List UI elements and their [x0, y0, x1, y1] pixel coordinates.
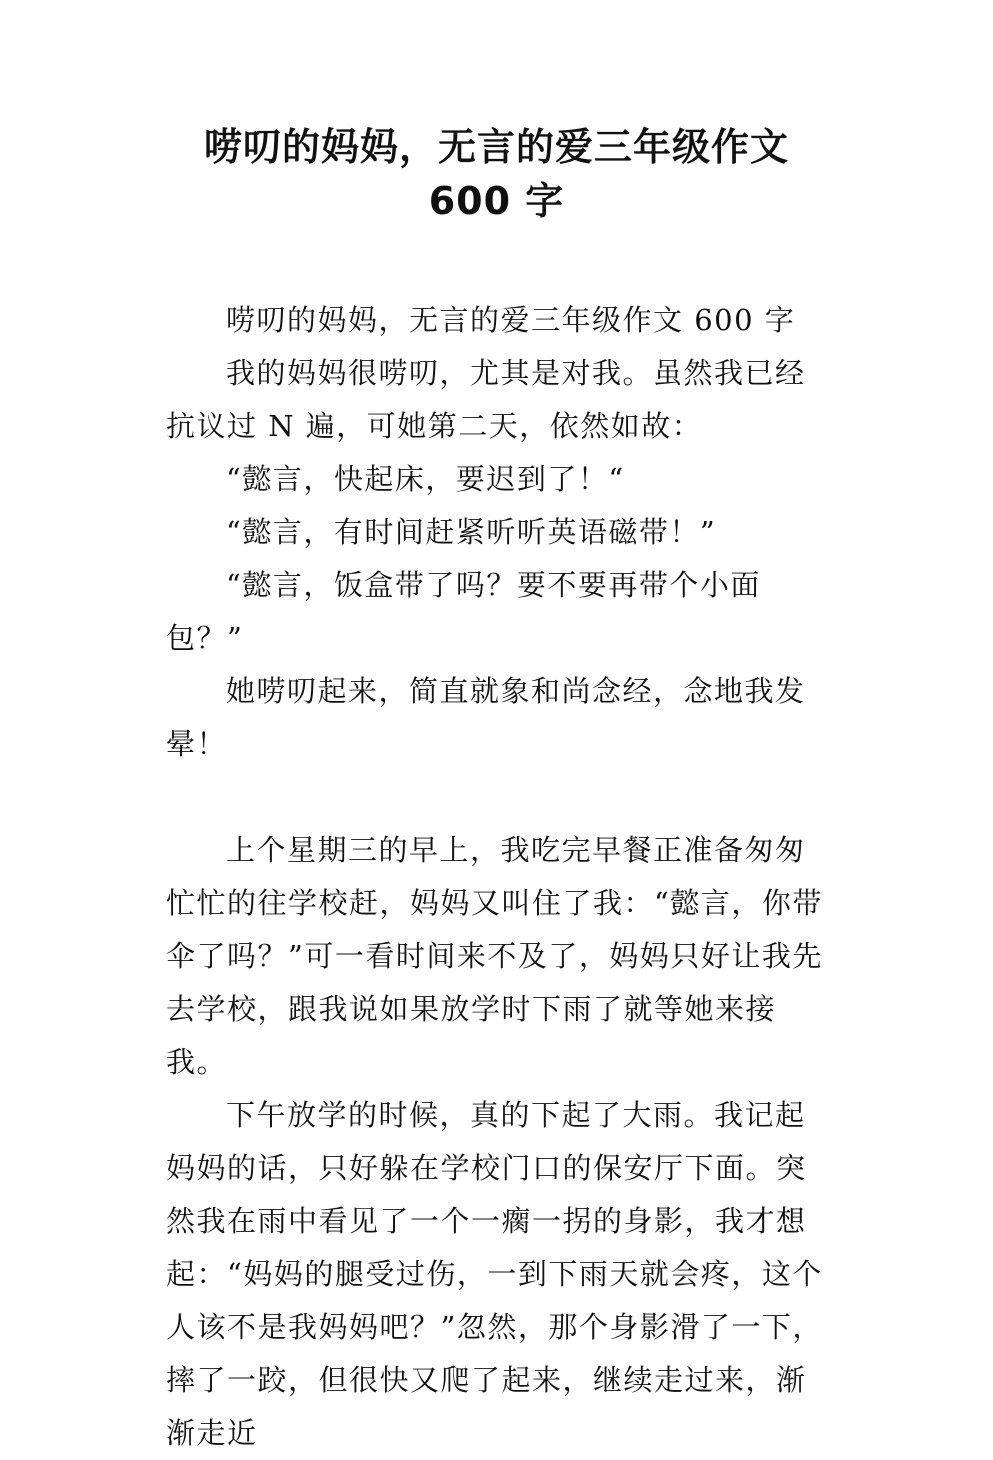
title-line-1: 唠叨的妈妈，无言的爱三年级作文 [203, 125, 789, 169]
title-line-2: 600 字 [428, 179, 565, 223]
paragraph-quote: “懿言，饭盒带了吗？要不要再带个小面包？” [166, 568, 761, 655]
paragraph-quote: “懿言，有时间赶紧听听英语磁带！” [226, 515, 717, 549]
document-body [166, 294, 828, 1460]
paragraph-heading: 唠叨的妈妈，无言的爱三年级作文 600 字 [226, 303, 796, 337]
paragraph: 下午放学的时候，真的下起了大雨。我记起妈妈的话，只好躲在学校门口的保安厅下面。突然我在雨中看见了一个一瘸一拐的身影，我才想起：“妈妈的腿受过伤，一到下雨天就会疼，这个人该不是我妈妈吧？”忽然，那个身影滑了一下，摔了一跤，但很快又爬了起来，继续走过来，渐渐走近 [166, 1098, 823, 1450]
paragraph-quote: “懿言，快起床，要迟到了！“ [226, 462, 625, 496]
paragraph: 她唠叨起来，简直就象和尚念经，念地我发晕！ [166, 674, 806, 761]
document-title [0, 120, 993, 228]
paragraph: 上个星期三的早上，我吃完早餐正准备匆匆忙忙的往学校赶，妈妈又叫住了我：“懿言，你带伞了吗？”可一看时间来不及了，妈妈只好让我先去学校，跟我说如果放学时下雨了就等她来接我。 [166, 833, 823, 1079]
paragraph: 我的妈妈很唠叨，尤其是对我。虽然我已经抗议过 N 遍，可她第二天，依然如故： [166, 356, 806, 443]
